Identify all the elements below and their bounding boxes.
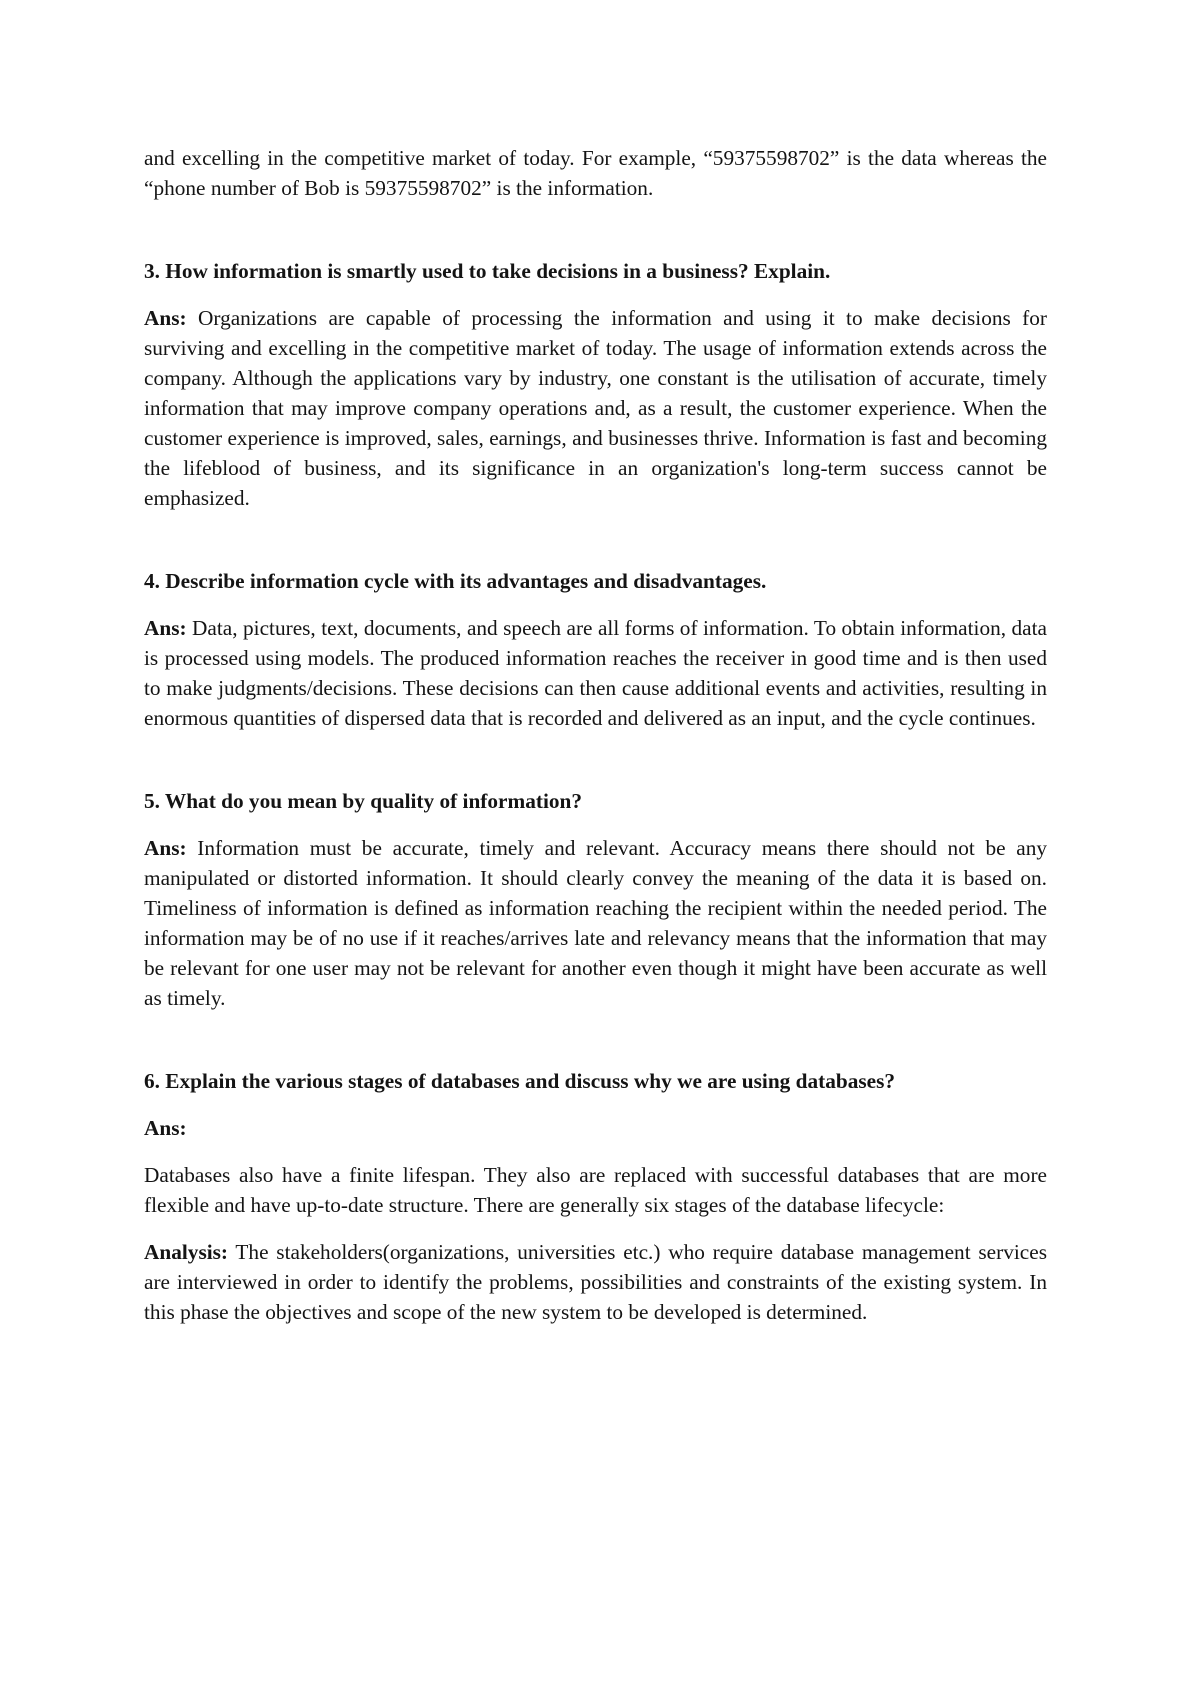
- answer-4-text: Data, pictures, text, documents, and speech are all forms of information. To obtain information, data is processed using models. The produced information reaches the receiver in good time and is then used to make judgments/decisions. These decisions can then cause additional events and activities, resulting in enormous quantities of dispersed data that is recorded and delivered as an input, and the cycle continues.: [144, 616, 1047, 730]
- question-4-heading: 4. Describe information cycle with its advantages and disadvantages.: [144, 569, 767, 593]
- analysis-label: Analysis:: [144, 1240, 229, 1264]
- answer-4-paragraph: [144, 613, 1047, 733]
- analysis-paragraph: [144, 1237, 1047, 1327]
- answer-5-paragraph: [144, 833, 1047, 1013]
- answer-label: Ans:: [144, 616, 187, 640]
- question-3-heading: 3. How information is smartly used to take decisions in a business? Explain.: [144, 259, 831, 283]
- answer-5-text: Information must be accurate, timely and relevant. Accuracy means there should not be any manipulated or distorted information. It should clearly convey the meaning of the data it is based on. Timeliness of information is defined as information reaching the recipient within the needed period. The information may be of no use if it reaches/arrives late and relevancy means that the information that may be relevant for one user may not be relevant for another even though it might have been accurate as well as timely.: [144, 836, 1047, 1010]
- intro-paragraph: and excelling in the competitive market of today. For example, “59375598702” is the data whereas the “phone number of Bob is 59375598702” is the information.: [144, 146, 1047, 200]
- answer-3-paragraph: [144, 303, 1047, 513]
- answer-label: Ans:: [144, 306, 187, 330]
- answer-6-label: Ans:: [144, 1116, 187, 1140]
- document-page: [144, 143, 1047, 1327]
- question-5-heading: 5. What do you mean by quality of information?: [144, 789, 583, 813]
- question-6-heading: 6. Explain the various stages of databases and discuss why we are using databases?: [144, 1069, 896, 1093]
- answer-3-text: Organizations are capable of processing the information and using it to make decisions for surviving and excelling in the competitive market of today. The usage of information extends across the company. Although the applications vary by industry, one constant is the utilisation of accurate, timely information that may improve company operations and, as a result, the customer experience. When the customer experience is improved, sales, earnings, and businesses thrive. Information is fast and becoming the lifeblood of business, and its significance in an organization's long-term success cannot be emphasized.: [144, 306, 1047, 510]
- analysis-text: The stakeholders(organizations, universities etc.) who require database management services are interviewed in order to identify the problems, possibilities and constraints of the existing system. In this phase the objectives and scope of the new system to be developed is determined.: [144, 1240, 1047, 1324]
- answer-6-intro-paragraph: Databases also have a finite lifespan. They also are replaced with successful databases that are more flexible and have up-to-date structure. There are generally six stages of the database lifecycle:: [144, 1163, 1047, 1217]
- answer-label: Ans:: [144, 836, 187, 860]
